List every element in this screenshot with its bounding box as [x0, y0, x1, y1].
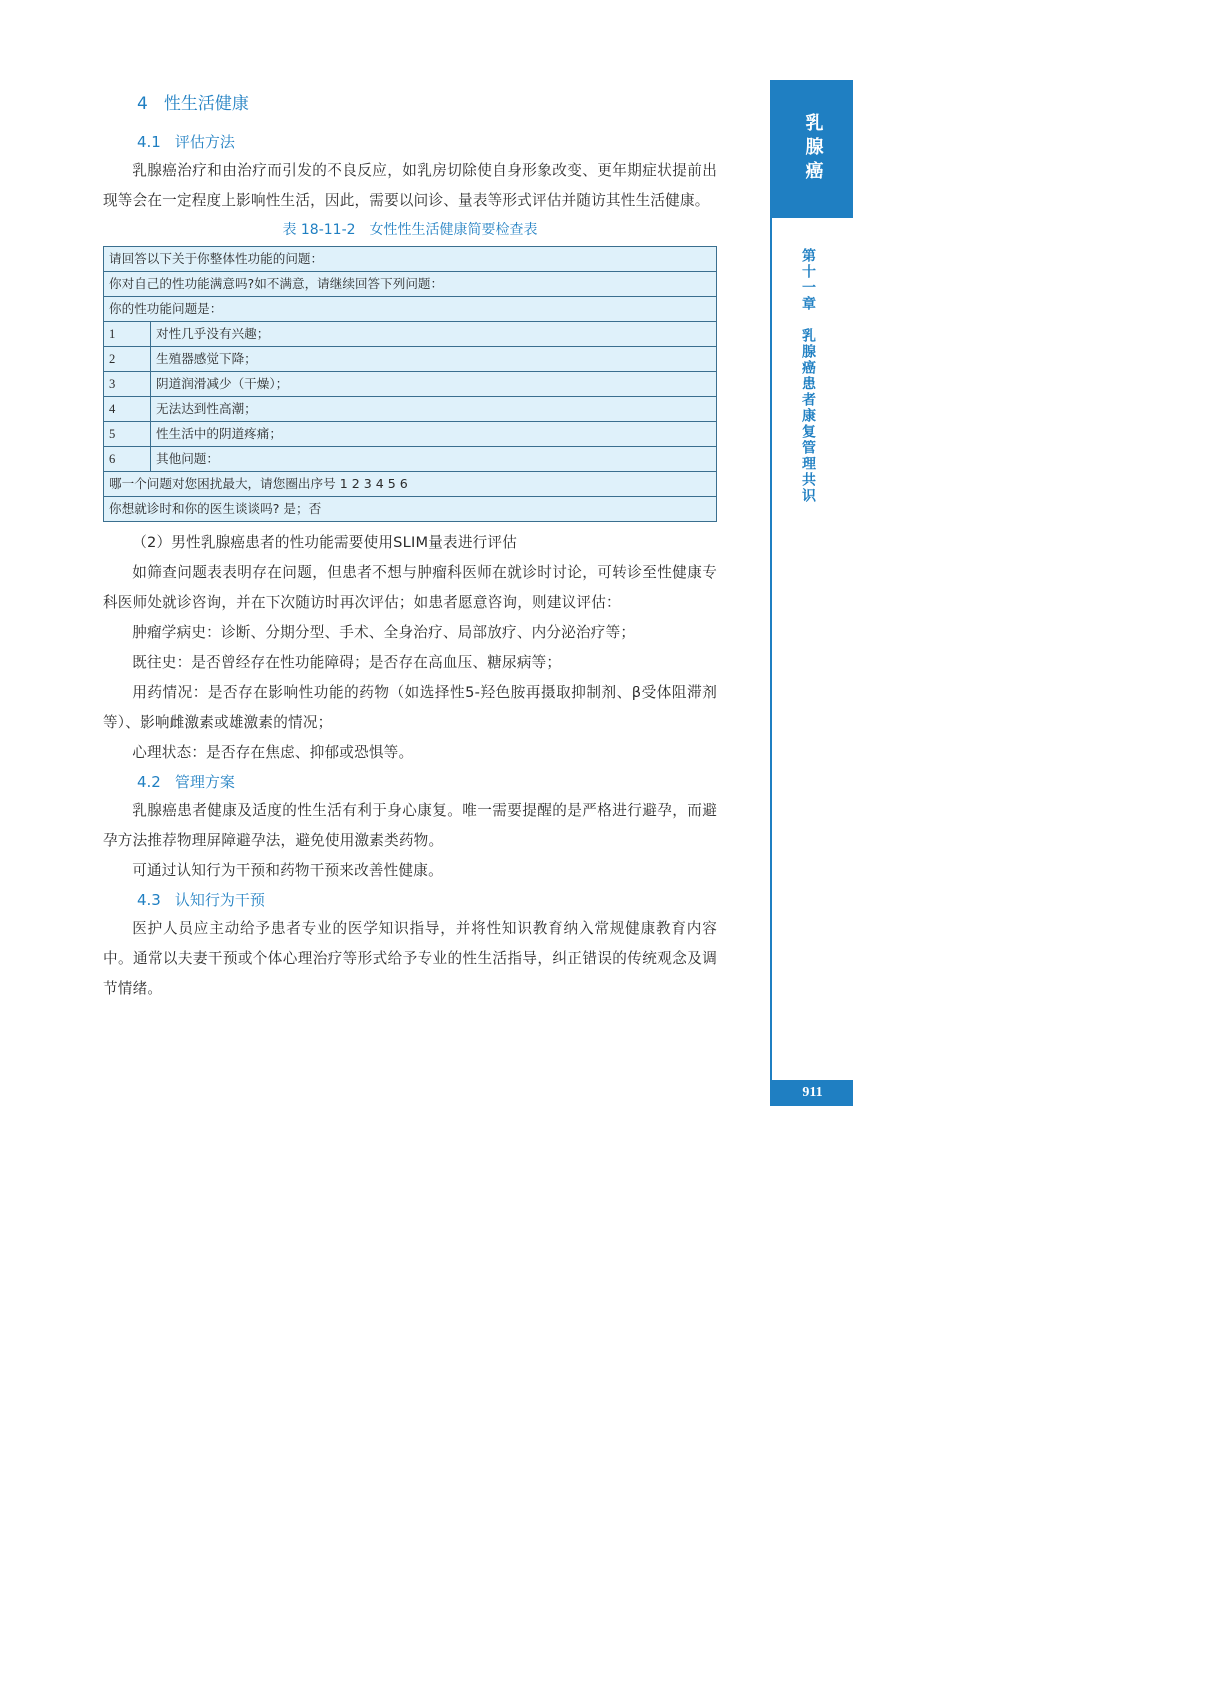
table-cell: 你想就诊时和你的医生谈谈吗? 是；否: [104, 497, 717, 522]
table-index-cell: 6: [104, 447, 151, 472]
subsection-title: 管理方案: [174, 773, 235, 791]
section-number: 4: [137, 94, 148, 114]
table-index-cell: 1: [104, 322, 151, 347]
table-row: [104, 447, 717, 472]
table-index-cell: 3: [104, 372, 151, 397]
table-cell: 无法达到性高潮；: [151, 397, 717, 422]
section-title: 性生活健康: [163, 94, 249, 114]
table-row: [104, 297, 717, 322]
subsection-title: 评估方法: [174, 133, 235, 151]
table-row: [104, 322, 717, 347]
subsection-heading-4-2: [103, 768, 717, 796]
table-row: [104, 347, 717, 372]
table-title: 女性性生活健康简要检查表: [369, 222, 538, 238]
table-cell: 阴道润滑减少（干燥）；: [151, 372, 717, 397]
table-cell: 性生活中的阴道疼痛；: [151, 422, 717, 447]
table-index-cell: 5: [104, 422, 151, 447]
table-cell: 对性几乎没有兴趣；: [151, 322, 717, 347]
paragraph: 肿瘤学病史：诊断、分期分型、手术、全身治疗、局部放疗、内分泌治疗等；: [132, 624, 636, 641]
table-cell: 请回答以下关于你整体性功能的问题：: [104, 247, 717, 272]
paragraph: 可通过认知行为干预和药物干预来改善性健康。: [132, 862, 443, 879]
subsection-number: 4.1: [137, 133, 161, 151]
sidebar-rule: [770, 80, 772, 1106]
table-row: [104, 247, 717, 272]
table-cell: 你对自己的性功能满意吗?如不满意，请继续回答下列问题：: [104, 272, 717, 297]
table-cell: 生殖器感觉下降；: [151, 347, 717, 372]
paragraph: 心理状态：是否存在焦虑、抑郁或恐惧等。: [132, 744, 414, 761]
subsection-heading-4-1: [103, 128, 717, 156]
sidebar-section-tab: [772, 80, 853, 218]
page-content: [103, 90, 717, 1004]
paragraph: 乳腺癌治疗和由治疗而引发的不良反应，如乳房切除使自身形象改变、更年期症状提前出现等会在一定程度上影响性生活，因此，需要以问诊、量表等形式评估并随访其性生活健康。: [103, 162, 717, 209]
sidebar-chapter-title: 第十一章 乳腺癌患者康复管理共识: [800, 248, 816, 504]
table-number: 表 18-11-2: [282, 222, 356, 238]
table-row: [104, 422, 717, 447]
table-row: [104, 397, 717, 422]
table-caption: [103, 220, 717, 240]
subsection-number: 4.2: [137, 773, 161, 791]
paragraph: 医护人员应主动给予患者专业的医学知识指导，并将性知识教育纳入常规健康教育内容中。通常以夫妻干预或个体心理治疗等形式给予专业的性生活指导，纠正错误的传统观念及调节情绪。: [103, 920, 717, 997]
subsection-title: 认知行为干预: [174, 891, 265, 909]
paragraph: 用药情况：是否存在影响性功能的药物（如选择性5-羟色胺再摄取抑制剂、β受体阻滞剂等）、影响雌激素或雄激素的情况；: [103, 684, 717, 731]
subsection-number: 4.3: [137, 891, 161, 909]
paragraph: 既往史：是否曾经存在性功能障碍；是否存在高血压、糖尿病等；: [132, 654, 562, 671]
table-cell: 其他问题：: [151, 447, 717, 472]
paragraph: 乳腺癌患者健康及适度的性生活有利于身心康复。唯一需要提醒的是严格进行避孕，而避孕方法推荐物理屏障避孕法，避免使用激素类药物。: [103, 802, 717, 849]
subsection-heading-4-3: [103, 886, 717, 914]
table-cell: 哪一个问题对您困扰最大，请您圈出序号 1 2 3 4 5 6: [104, 472, 717, 497]
table-index-cell: 4: [104, 397, 151, 422]
sidebar-section-label: 乳腺癌: [802, 113, 824, 185]
table-row: [104, 472, 717, 497]
table-row: [104, 497, 717, 522]
table-row: [104, 272, 717, 297]
paragraph: 如筛查问题表表明存在问题，但患者不想与肿瘤科医师在就诊时讨论，可转诊至性健康专科医师处就诊咨询，并在下次随访时再次评估；如患者愿意咨询，则建议评估：: [103, 564, 717, 611]
table-cell: 你的性功能问题是：: [104, 297, 717, 322]
table-row: [104, 372, 717, 397]
survey-table: [103, 246, 717, 522]
paragraph: （2）男性乳腺癌患者的性功能需要使用SLIM量表进行评估: [132, 534, 518, 551]
table-index-cell: 2: [104, 347, 151, 372]
page-number: 911: [772, 1080, 853, 1106]
section-heading-4: [103, 90, 717, 118]
